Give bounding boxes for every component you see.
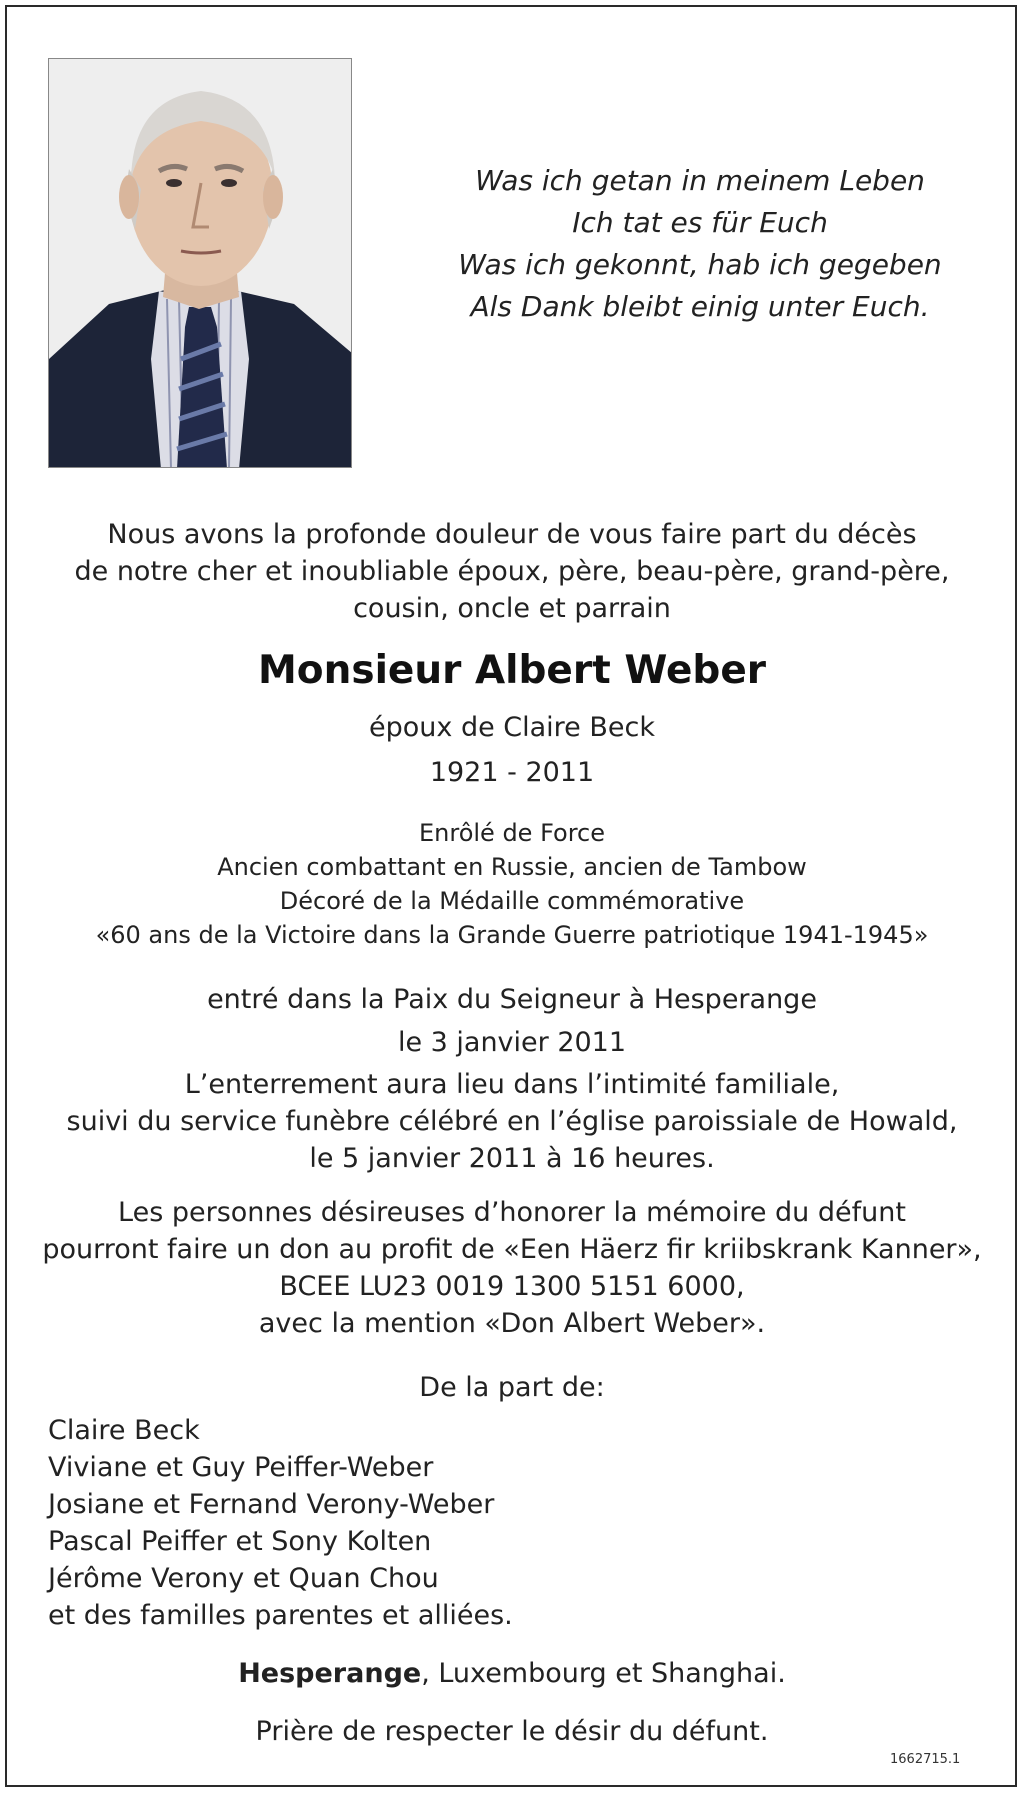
poem-line: Was ich gekonnt, hab ich gegeben — [458, 248, 942, 281]
family-list — [48, 1412, 513, 1634]
honor-line: Ancien combattant en Russie, ancien de Tambow — [217, 853, 807, 881]
deceased-name: Monsieur Albert Weber — [257, 648, 767, 693]
poem-line: Was ich getan in meinem Leben — [475, 164, 925, 197]
poem — [420, 160, 980, 328]
death-text — [40, 978, 984, 1064]
intro-line: de notre cher et inoubliable époux, père, beau-père, grand-père, — [74, 556, 950, 587]
donation-line: pourront faire un don au profit de «Een Häerz fir kriibskrank Kanner», — [42, 1234, 982, 1265]
family-member: et des familles parentes et alliées. — [48, 1600, 513, 1631]
donation-text — [40, 1194, 984, 1342]
places-line — [40, 1656, 984, 1692]
death-line: entré dans la Paix du Seigneur à Hesperange — [207, 984, 817, 1015]
places-rest: , Luxembourg et Shanghai. — [421, 1658, 786, 1689]
death-line: le 3 janvier 2011 — [397, 1027, 627, 1058]
life-years — [40, 755, 984, 791]
from-label — [40, 1370, 984, 1406]
family-member: Jérôme Verony et Quan Chou — [48, 1563, 439, 1594]
years-text: 1921 - 2011 — [429, 757, 595, 788]
funeral-line: suivi du service funèbre célébré en l’église paroissiale de Howald, — [66, 1106, 958, 1137]
places-text — [40, 1656, 984, 1692]
from-label-text: De la part de: — [419, 1372, 605, 1403]
family-member: Claire Beck — [48, 1415, 200, 1446]
places-bold: Hesperange — [238, 1658, 422, 1689]
honor-line: Enrôlé de Force — [418, 819, 606, 847]
poem-line: Als Dank bleibt einig unter Euch. — [470, 290, 930, 323]
spouse-line — [40, 710, 984, 746]
portrait-photo — [48, 58, 352, 468]
family-member: Pascal Peiffer et Sony Kolten — [48, 1526, 432, 1557]
closing-text: Prière de respecter le désir du défunt. — [255, 1716, 769, 1747]
funeral-text — [40, 1066, 984, 1177]
closing-line — [40, 1714, 984, 1750]
funeral-line: L’enterrement aura lieu dans l’intimité familiale, — [184, 1069, 840, 1100]
spouse-text: époux de Claire Beck — [369, 712, 655, 743]
family-member: Viviane et Guy Peiffer-Weber — [48, 1452, 434, 1483]
reference-number: 1662715.1 — [890, 1752, 961, 1767]
honors-text — [40, 816, 984, 952]
donation-line: BCEE LU23 0019 1300 5151 6000, — [279, 1271, 745, 1302]
donation-line: Les personnes désireuses d’honorer la mémoire du défunt — [118, 1197, 906, 1228]
intro-line: Nous avons la profonde douleur de vous faire part du décès — [107, 519, 917, 550]
intro-line: cousin, oncle et parrain — [353, 593, 671, 624]
honor-line: Décoré de la Médaille commémorative — [279, 887, 745, 915]
family-member: Josiane et Fernand Verony-Weber — [48, 1489, 495, 1520]
donation-line: avec la mention «Don Albert Weber». — [258, 1308, 766, 1339]
funeral-line: le 5 janvier 2011 à 16 heures. — [309, 1143, 715, 1174]
poem-line: Ich tat es für Euch — [572, 206, 828, 239]
honor-line: «60 ans de la Victoire dans la Grande Guerre patriotique 1941-1945» — [95, 921, 929, 949]
intro-text — [40, 516, 984, 627]
